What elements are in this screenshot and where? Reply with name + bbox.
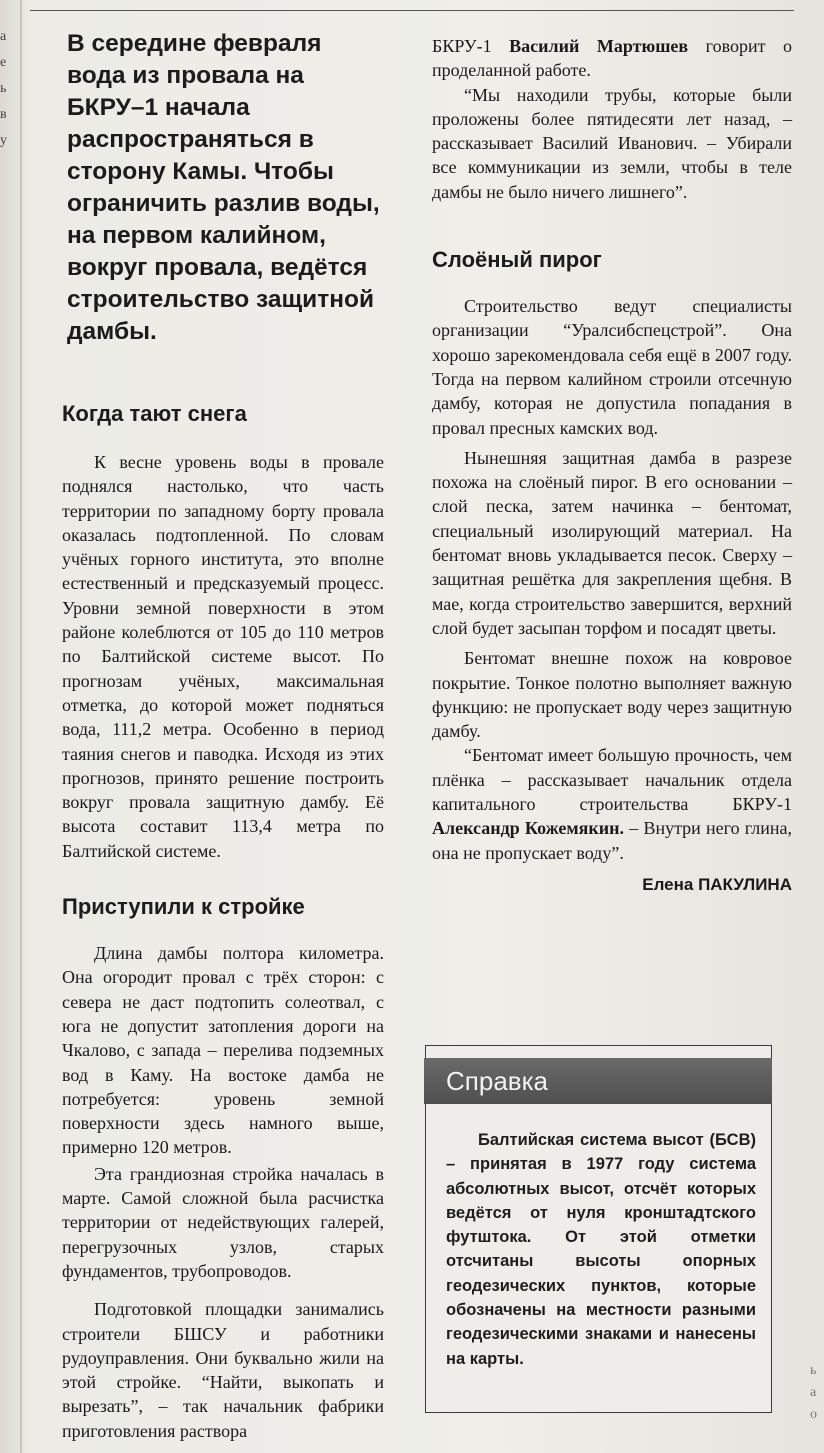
reference-text: Балтийская система высот (БСВ) – принятая в 1977 году система абсолютных высот, отсчёт которых ведётся от нуля кронштадтского футштока. От этой отметки отсчитаны высоты опорных геодезических пунктов, которые обозначены на местности разными геодезическими знаками и нанесены на карты.	[446, 1131, 756, 1368]
section-heading-snow: Когда тают снега	[62, 401, 247, 426]
left-column	[62, 28, 384, 1443]
right-column	[432, 34, 792, 895]
paragraph: Бентомат внешне похож на ковровое покрытие. Тонкое полотно выполняет важную функцию: не пропускает воду через защитную дамбу.	[432, 648, 792, 742]
paragraph: Нынешняя защитная дамба в разрезе похожа на слоёный пирог. В его основании – слой песка, затем начинка – бентомат, специальный изолирующий материал. На бентомат вновь укладывается песок. Сверху – защитная решётка для закрепления щебня. В мае, когда строительство завершится, верхний слой будет засыпан торфом и посадят цветы.	[432, 447, 792, 638]
person-name: Александр Кожемякин.	[432, 818, 625, 839]
reference-box	[425, 1045, 772, 1413]
right-margin-fragments: ь а о	[810, 1363, 817, 1422]
paragraph: “Мы находили трубы, которые были проложены более пятидесяти лет назад, – рассказывает Василий Иванович. – Убирали все коммуникации из земли, чтобы в теле дамбы не было ничего лишнего”.	[432, 84, 792, 202]
author-signature: Елена ПАКУЛИНА	[642, 874, 792, 894]
reference-header	[424, 1058, 772, 1104]
paragraph: Эта грандиозная стройка началась в марте. Самой сложной была расчистка территории от недействующих галерей, перегрузочных узлов, старых фундаментов, трубопроводов.	[62, 1163, 384, 1281]
section-heading-construction: Приступили к стройке	[62, 894, 305, 920]
paragraph-continuation: БКРУ-1 Василий Мартюшев говорит о проделанной работе.	[432, 36, 792, 81]
paragraph: К весне уровень воды в провале поднялся настолько, что часть территории по западному борту провала оказалась подтопленной. По словам учёных горного института, это вполне естественный и предсказуемый процесс. Уровни земной поверхности в этом районе колеблются от 105 до 110 метров по Балтийской системе высот. По прогнозам учёных, максимальная отметка, до которой может подняться вода, 111,2 метра. Особенно в период таяния снегов и паводка. Исходя из этих прогнозов, принято решение построить вокруг провала защитную дамбу. Её высота составит 113,4 метра по Балтийской системе.	[62, 452, 384, 861]
reference-title: Справка	[446, 1066, 548, 1096]
top-rule	[30, 10, 794, 11]
reference-text-block	[446, 1128, 756, 1371]
paragraph: Длина дамбы полтора километра. Она огородит провал с трёх сторон: с севера не даст подтопить солеотвал, с юга не допустит затопления дороги на Чкалово, с запада – перелива подземных вод в Каму. На востоке дамба не потребуется: уровень земной поверхности здесь намного выше, примерно 120 метров.	[62, 943, 384, 1158]
paragraph: Строительство ведут специалисты организации “Уралсибспецстрой”. Она хорошо зарекомендовала себя ещё в 2007 году. Тогда на первом калийном строили отсечную дамбу, которая не допустила попадания в провал пресных камских вод.	[432, 296, 792, 438]
person-name: Василий Мартюшев	[509, 36, 689, 56]
paragraph: “Бентомат имеет большую прочность, чем плёнка – рассказывает начальник отдела капитального строительства БКРУ-1 Александр Кожемякин. – Внутри него глина, она не пропускает воду”.	[432, 745, 792, 863]
section-heading-layered: Слоёный пирог	[432, 247, 602, 273]
page-fold	[20, 0, 22, 1453]
lead-paragraph: В середине февраля вода из провала на БКРУ–1 начала распространяться в сторону Камы. Чтобы ограничить разлив воды, на первом калийном, вокруг провала, ведётся строительство защитной дамбы.	[67, 30, 380, 345]
paragraph: Подготовкой площадки занимались строители БШСУ и работники рудоуправления. Они буквально жили на этой стройке. “Найти, выкопать и вырезать”, – так начальник фабрики приготовления раствора	[62, 1299, 384, 1441]
left-margin-fragments: а е ь в у	[0, 29, 7, 148]
